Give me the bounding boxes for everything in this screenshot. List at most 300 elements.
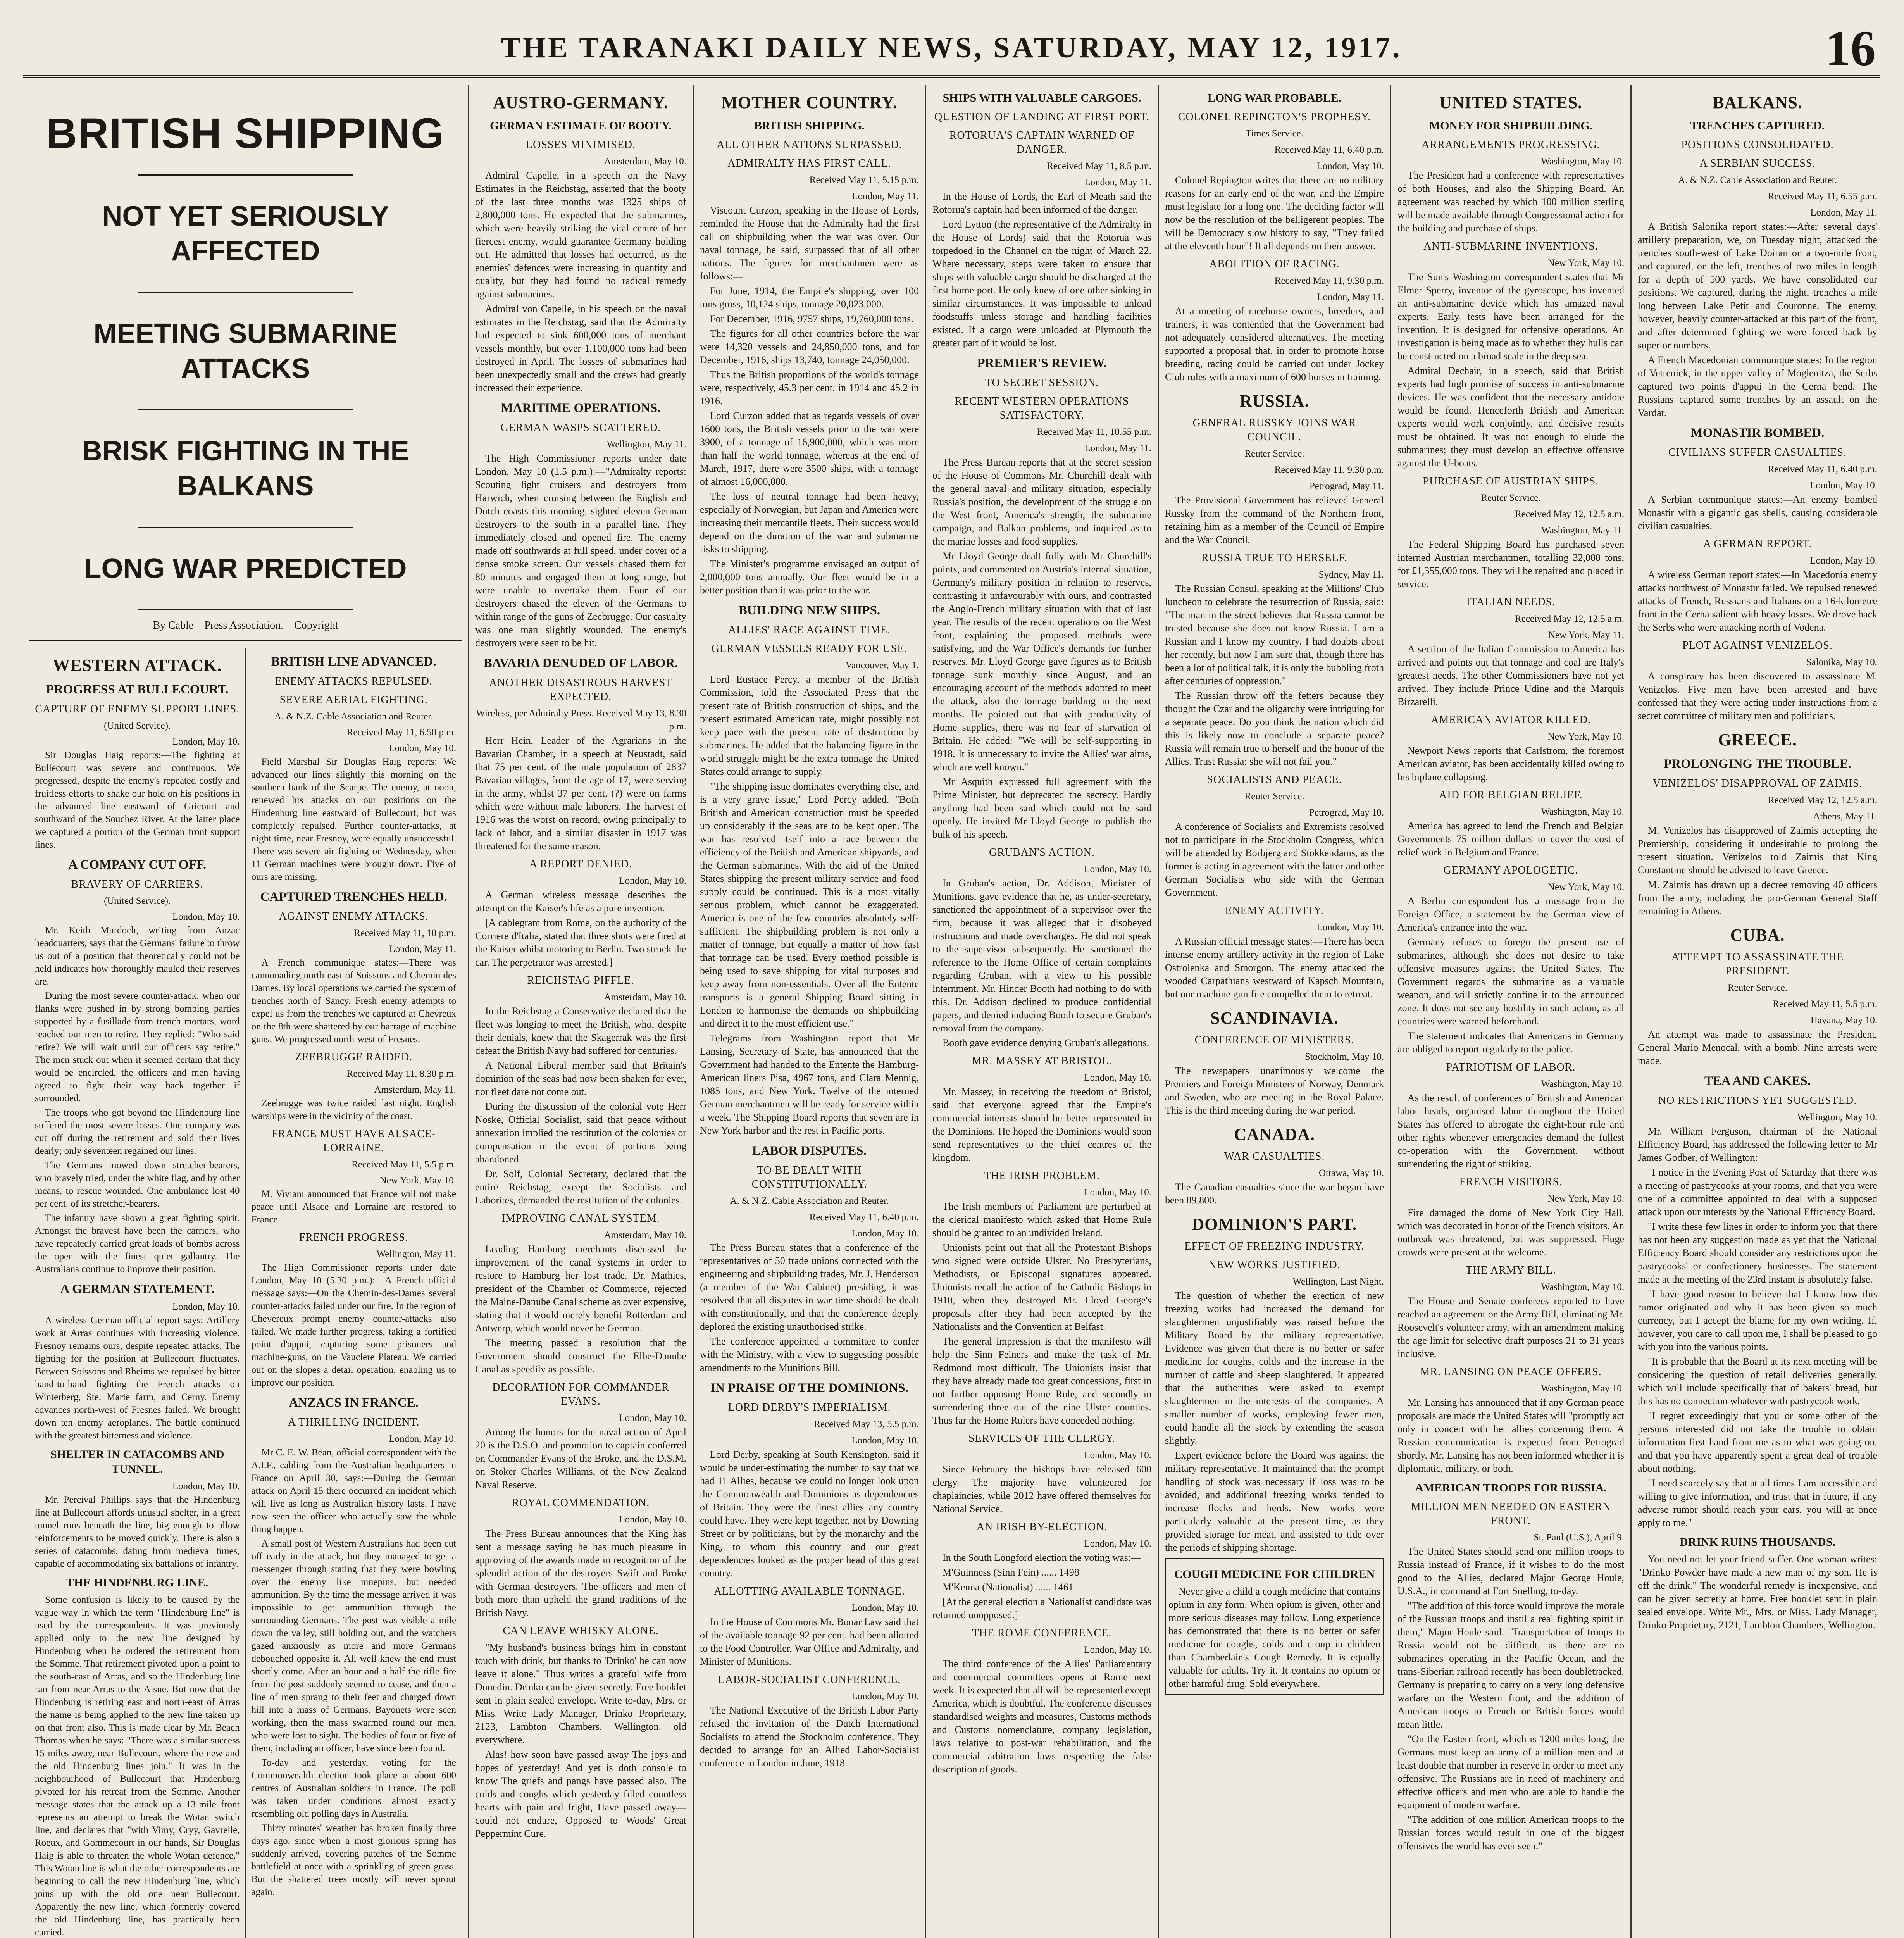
subheadline: PROLONGING THE TROUBLE. bbox=[1664, 757, 1851, 771]
paragraph: The Irish members of Parliament are perturbed at the clerical manifesto which asked that Home Rule should be granted to an undivided Ireland. bbox=[932, 1201, 1151, 1238]
dateline: Washington, May 10. bbox=[1541, 1383, 1624, 1394]
subheadline: ATTEMPT TO ASSASSINATE THE PRESIDENT. bbox=[1671, 951, 1844, 977]
paragraph: A section of the Italian Commission to America has arrived and points out that tonnage and coal are Italy's greatest needs. The other Commissioners have not yet arrived. They include Prince Udine and the Marquis Birzarelli. bbox=[1397, 643, 1624, 707]
dateline: London, May 10. bbox=[619, 1413, 686, 1423]
headline: SCANDINAVIA. bbox=[1210, 1009, 1339, 1028]
dateline: Wellington, May 11. bbox=[376, 1249, 456, 1259]
dateline: Sydney, May 11. bbox=[1318, 569, 1384, 580]
paragraph: In the House of Commons Mr. Bonar Law said that of the available tonnage 92 per cent. had been allotted to the Food Controller, War Office and Admiralty, and Minister of Munitions. bbox=[700, 1616, 919, 1667]
subheadline: NO RESTRICTIONS YET SUGGESTED. bbox=[1658, 1095, 1857, 1107]
headline: UNITED STATES. bbox=[1439, 93, 1583, 112]
divider bbox=[138, 409, 354, 410]
source-line: Reuter Service. bbox=[1727, 983, 1788, 993]
banner-meeting-submarine: MEETING SUBMARINE ATTACKS bbox=[93, 318, 398, 384]
dateline: Washington, May 10. bbox=[1541, 156, 1624, 167]
dateline: London, May 11. bbox=[1810, 207, 1877, 218]
subheadline: FRENCH PROGRESS. bbox=[299, 1231, 408, 1243]
subheadline: THE HINDENBURG LINE. bbox=[66, 1576, 208, 1589]
subheadline: ALLIES' RACE AGAINST TIME. bbox=[728, 624, 891, 636]
dateline: Wellington, May 11. bbox=[607, 439, 686, 450]
dateline: Ottawa, May 10. bbox=[1318, 1168, 1384, 1178]
dateline: London, May 10. bbox=[1316, 922, 1384, 933]
subheadline: AGAINST ENEMY ATTACKS. bbox=[279, 910, 429, 922]
paragraph: Among the honors for the naval action of April 20 is the D.S.O. and promotion to captain conferred on Commander Evans of the Broke, and the D.S.M. on Stoker Charles Williams, of the New Zealand Naval Reserve. bbox=[475, 1426, 686, 1490]
paragraph: In Gruban's action, Dr. Addison, Minister of Munitions, gave evidence that he, as under-secretary, sanctioned the appointment of a supervisor over the firm, because it was alleged that it disobeyed instructions and made overcharges. He did not speak to the supervisor subsequently. He sanctioned the reference to the Home Office of certain complaints regarding Gruban, with a view to his possible internment. Mr. Hinder Booth had nothing to do with this. Dr. Addison declined to produce confidential papers, and denied inducing Booth to secure Gruban's removal from the company. bbox=[932, 878, 1151, 1034]
subheadline: FRANCE MUST HAVE ALSACE-LORRAINE. bbox=[271, 1128, 436, 1154]
dateline: Amsterdam, May 11. bbox=[374, 1085, 456, 1095]
paragraph: A conspiracy has been discovered to assassinate M. Venizelos. Five men have been arrested and have confessed that they were acting under instructions from a secret committee of military men and politicians. bbox=[1638, 671, 1877, 721]
election-result: M'Kenna (Nationalist) ...... 1461 bbox=[943, 1581, 1073, 1593]
dateline: Salonika, May 10. bbox=[1806, 657, 1877, 667]
subheadline: DRINK RUINS THOUSANDS. bbox=[1679, 1536, 1836, 1548]
source-line: Reuter Service. bbox=[1244, 791, 1304, 802]
paragraph: The Minister's programme envisaged an output of 2,000,000 tons annually. Our fleet would be in a better position than it was prior to the war. bbox=[700, 558, 919, 596]
dateline: London, May 11. bbox=[1317, 292, 1384, 302]
dateline: Athens, May 11. bbox=[1813, 811, 1877, 822]
subheadline: POSITIONS CONSOLIDATED. bbox=[1681, 139, 1834, 151]
subheadline: COLONEL REPINGTON'S PROPHESY. bbox=[1178, 111, 1371, 123]
advertisement-box bbox=[1165, 1558, 1384, 1695]
dateline: Received May 11, 8.30 p.m. bbox=[346, 1069, 456, 1079]
subheadline: ANTI-SUBMARINE INVENTIONS. bbox=[1423, 240, 1598, 252]
dateline: London, May 10. bbox=[1084, 1645, 1151, 1655]
paragraph: For June, 1914, the Empire's shipping, over 100 tons gross, 10,124 ships, tonnage 20,023,000. bbox=[700, 285, 919, 310]
subheadline: LABOR DISPUTES. bbox=[752, 1144, 867, 1158]
dateline: Havana, May 10. bbox=[1810, 1015, 1877, 1026]
dateline: St. Paul (U.S.), April 9. bbox=[1533, 1532, 1624, 1543]
headline: GREECE. bbox=[1718, 730, 1797, 749]
paragraph: Mr C. E. W. Bean, official correspondent with the A.I.F., cabling from the Australian headquarters in France on April 30, says:—During the German attack on April 15 there occurred an incident which will live as long as Australian history lasts. I have now seen the officer who actually saw the whole thing happen. bbox=[251, 1447, 456, 1535]
subheadline: CIVILIANS SUFFER CASUALTIES. bbox=[1668, 447, 1847, 459]
dateline: London, May 10. bbox=[851, 1228, 919, 1239]
source-line: (United Service). bbox=[104, 896, 171, 906]
subheadline: VENIZELOS' DISAPPROVAL OF ZAIMIS. bbox=[1652, 778, 1863, 790]
dateline: New York, May 10. bbox=[1547, 258, 1624, 268]
headline: LONG WAR PROBABLE. bbox=[1207, 91, 1342, 104]
paragraph: In the South Longford election the voting was:— bbox=[943, 1552, 1141, 1563]
advertisement: Alas! how soon have passed away The joys and hopes of yesterday! And yet is doth console to know The griefs and pangs have passed also. The colds and coughs which yesterday filled countless hearts with pain and fright, Have passed away—could not endure, Opposed to Woods' Great Peppermint Cure. bbox=[475, 1749, 686, 1839]
paragraph: Mr. William Ferguson, chairman of the National Efficiency Board, has addressed the following letter to Mr James Godber, of Wellington: bbox=[1638, 1126, 1877, 1163]
column-1-left bbox=[29, 648, 246, 1938]
subheadline: AMERICAN AVIATOR KILLED. bbox=[1431, 714, 1591, 726]
dateline: Received May 11, 10.55 p.m. bbox=[1037, 427, 1151, 437]
subheadline: FRENCH VISITORS. bbox=[1459, 1176, 1563, 1188]
dateline: London, May 10. bbox=[389, 743, 456, 753]
paragraph: The third conference of the Allies' Parliamentary and commercial committees opens at Rome next week. It is expected that all will be represented except America, which is doubtful. The conference discusses standardised weights and measures, Customs methods and Customs nomenclature, company legislation, laws relative to post-war rehabilitation, and the commercial arbitration laws respecting the false description of goods. bbox=[932, 1658, 1151, 1775]
dateline: Received May 11, 6.40 p.m. bbox=[1768, 464, 1877, 474]
dateline: Received May 11, 6.50 p.m. bbox=[346, 727, 456, 738]
divider bbox=[138, 609, 354, 610]
paragraph: The infantry have shown a great fighting spirit. Amongst the bravest have been the carriers, who have repeatedly carried great loads of bombs across the open with the finest quiet gallantry. The Australians continue to improve their position. bbox=[35, 1213, 240, 1274]
byline: By Cable—Press Association.—Copyright bbox=[153, 619, 338, 631]
subheadline: THE ARMY BILL. bbox=[1465, 1264, 1556, 1276]
dateline: Received May 11, 10 p.m. bbox=[354, 928, 456, 938]
banner-british-shipping: BRITISH SHIPPING bbox=[46, 110, 445, 157]
paragraph: Expert evidence before the Board was against the military representative. It maintained that the prompt handling of stock was necessary if loss was to be avoided, and additional freezing works tended to increase flocks and herds. New works were particularly valuable at the present time, as they provided storage for meat, and assisted to tide over the periods of shipping shortage. bbox=[1165, 1450, 1384, 1553]
paragraph: Telegrams from Washington report that Mr Lansing, Secretary of State, has announced that the Government had handed to the Entente the Hamburg-American liners Pisa, 4967 tons, and Clara Mennig, 1085 tons, and New York. Twelve of the interned German merchantmen will be ready for service within a week. The Shipping Board reports that seven are in New York harbor and the rest in Pacific ports. bbox=[700, 1033, 919, 1136]
subheadline: A GERMAN STATEMENT. bbox=[60, 1282, 214, 1296]
subheadline: PURCHASE OF AUSTRIAN SHIPS. bbox=[1423, 475, 1599, 487]
subheadline: AMERICAN TROOPS FOR RUSSIA. bbox=[1415, 1481, 1607, 1494]
subheadline: CONFERENCE OF MINISTERS. bbox=[1194, 1034, 1354, 1046]
headline: BALKANS. bbox=[1713, 93, 1802, 112]
subheadline: PROGRESS AT BULLECOURT. bbox=[46, 683, 229, 697]
paragraph: Admiral von Capelle, in his speech on the naval estimates in the Reichstag, said that the Admiralty had expected to sink 600,000 tons of merchant vessels monthly, but over 1,100,000 tons had been destroyed in April. The losses of submarines had been unexpectedly small and the crews had greatly increased their experience. bbox=[475, 303, 686, 393]
paragraph: M. Venizelos has disapproved of Zaimis accepting the Premiership, considering it undesirable to prolong the present situation. Venizelos told Zaimis that King Constantine should be advised to leave Greece. bbox=[1638, 825, 1877, 876]
subheadline: TO BE DEALT WITH CONSTITUTIONALLY. bbox=[751, 1164, 867, 1190]
paragraph: Sir Douglas Haig reports:—The fighting at Bullecourt was severe and continuous. We progressed, despite the enemy's repeated costly and fruitless efforts to shake our hold on his positions in the advanced line eastward of Gricourt and southward of the Souchez River. At the latter place we captured a portion of the German front support lines. bbox=[35, 750, 240, 850]
paragraph: A conference of Socialists and Extremists resolved not to participate in the Stockholm Congress, which will be attended by Borbjerg and Stokkendams, as the former is acting in agreement with the latter and other German Socialists who side with the German Government. bbox=[1165, 821, 1384, 898]
paragraph: Dr. Solf, Colonial Secretary, declared that the entire Reichstag, except the Socialists and Laborites, demanded the restitution of the colonies. bbox=[475, 1168, 686, 1206]
column-2 bbox=[469, 85, 694, 1938]
paragraph: Lord Derby, speaking at South Kensington, said it would be under-estimating the number to say that we had 11 Allies, because we could no longer look upon the Commonwealth and Dominions as dependencies of Britain. They were the finest allies any country could have. They were kept together, not by Downing Street or by politicians, but by the monarchy and the King, to whom this country and our great dependencies looked as the proper head of this great country. bbox=[700, 1449, 919, 1579]
subheadline: NEW WORKS JUSTIFIED. bbox=[1208, 1259, 1341, 1271]
subheadline: MONEY FOR SHIPBUILDING. bbox=[1429, 119, 1593, 132]
column-1-right bbox=[246, 648, 462, 1938]
dateline: London, May 10. bbox=[1810, 555, 1877, 566]
paragraph: Admiral Dechair, in a speech, said that British experts had high promise of success in anti-submarine devices. He was confident that the necessary antidote would be found. Henceforth British and American experts would work conjointly, and decisive results must be obtained. It was not enough to elude the submarines; they must develop an effective offensive against the U-boats. bbox=[1397, 365, 1624, 469]
subheadline: GERMAN WASPS SCATTERED. bbox=[500, 422, 661, 434]
paragraph: To-day and yesterday, voting for the Commonwealth election took place at about 600 centres of Australian soldiers in France. The poll was taken under conditions almost exactly resembling old polling days in Australia. bbox=[251, 1757, 456, 1819]
subheadline: ZEEBRUGGE RAIDED. bbox=[295, 1051, 413, 1063]
dateline: Amsterdam, May 10. bbox=[604, 992, 686, 1002]
dateline: London, May 11. bbox=[852, 191, 919, 202]
subheadline: ABOLITION OF RACING. bbox=[1209, 258, 1340, 270]
subheadline: BUILDING NEW SHIPS. bbox=[738, 603, 880, 617]
paragraph: Herr Hein, Leader of the Agrarians in the Bavarian Chamber, in a speech at Neustadt, said that 75 per cent. of the male population of 2837 Bavarian villages, from the age of 17, were serving in the army, whilst 37 per cent. (?) were on farms which were without male laborers. The harvest of 1916 was the worst on record, owing principally to lack of labor, and a similar disaster in 1917 was threatened for the same reason. bbox=[475, 735, 686, 852]
paragraph: America has agreed to lend the French and Belgian Governments 75 million dollars to cover the cost of relief work in Belgium and France. bbox=[1397, 820, 1624, 858]
dateline: Wellington, Last Night. bbox=[1292, 1276, 1384, 1287]
paragraph: [At the general election a Nationalist candidate was returned unopposed.] bbox=[932, 1596, 1151, 1621]
paragraph: "I regret exceedingly that you or some other of the persons interested did not take the trouble to obtain information first hand from me as to what was going on, and that you have apparently spent a great deal of trouble about nothing. bbox=[1638, 1410, 1877, 1474]
paragraph: The general impression is that the manifesto will help the Sinn Feiners and make the task of Mr. Redmond most difficult. The Unionists insist that they have already made too great concessions, first in not further opposing Home Rule, and secondly in surrendering three out of the nine Ulster counties. Thus far the Home Rulers have conceded nothing. bbox=[932, 1336, 1151, 1426]
dateline: Washington, May 10. bbox=[1541, 1079, 1624, 1089]
paragraph: Mr Asquith expressed full agreement with the Prime Minister, but deprecated the secrecy. Hardly anything had been said which could not be said openly. He invited Mr Lloyd George to publish the bulk of his speech. bbox=[932, 776, 1151, 840]
paragraph: A Serbian communique states:—An enemy bombed Monastir with a gigantic gas shells, causing considerable civilian casualties. bbox=[1638, 494, 1877, 531]
subheadline: ITALIAN NEEDS. bbox=[1466, 596, 1556, 608]
paragraph: The statement indicates that Americans in Germany are obliged to report regularly to the police. bbox=[1397, 1030, 1624, 1055]
subheadline: MARITIME OPERATIONS. bbox=[501, 401, 661, 415]
dateline: London, May 10. bbox=[1084, 1450, 1151, 1460]
paragraph: "On the Eastern front, which is 1200 miles long, the Germans must keep an army of a million men and at least double that number in reserve in order to meet any offensive. The Russians are in need of machinery and effective officers and men who are able to handle the equipment of modern warfare. bbox=[1397, 1733, 1624, 1810]
column-7 bbox=[1632, 85, 1883, 1938]
paragraph: Mr. Massey, in receiving the freedom of Bristol, said that everyone agreed that the Empire's commercial interests should be better represented in the Dominions. He hoped the Dominions would soon send representatives to the chief centres of the kingdom. bbox=[932, 1086, 1151, 1163]
divider bbox=[138, 527, 354, 528]
dateline: Received May 11, 6.55 p.m. bbox=[1768, 191, 1877, 202]
dateline: London, May 10. bbox=[172, 1481, 240, 1491]
paragraph: Field Marshal Sir Douglas Haig reports: We advanced our lines slightly this morning on the southern bank of the Scarpe. The enemy, at noon, renewed his attacks on our positions on the Hindenburg line eastward of Bullecourt, but was completely repulsed. Further counter-attacks, at night time, near Fresnoy, were equally unsuccessful. There was severe air fighting on Wednesday, when 11 German machines were brought down. Five of ours are missing. bbox=[251, 757, 456, 882]
paragraph: A French communique states:—There was cannonading north-east of Soissons and Chemin des Dames. By local operations we carried the system of trenches north of Sancy. Fresh enemy attempts to expel us from the trenches we captured at Chevreux on the 8th were shattered by our barrage of machine guns. We progressed north-west of Fresnes. bbox=[251, 957, 456, 1045]
paragraph: The Press Bureau reports that at the secret session of the House of Commons Mr. Churchill dealt with the general naval and military situation, especially Russia's position, the development of the struggle on the West front, America's strength, the submarine campaign, and Balkan problems, and inquired as to the marine losses and food supplies. bbox=[932, 457, 1151, 547]
paragraph: As the result of conferences of British and American labor heads, organised labor throughout the United States has offered to abrogate the eight-hour rule and other rights whenever emergencies demand the fullest co-operation with the Government, without surrendering the right of striking. bbox=[1397, 1092, 1624, 1169]
subheadline: SOCIALISTS AND PEACE. bbox=[1207, 774, 1342, 786]
subheadline: A COMPANY CUT OFF. bbox=[68, 858, 207, 872]
paragraph: The Sun's Washington correspondent states that Mr Elmer Sperry, inventor of the gyroscope, has invented an anti-submarine device which has amazed naval experts. Early tests have been arranged for the invention. It is designed for offensive operations. An investigation is being made as to whether they hulls can be constructed on a broad scale in the deep sea. bbox=[1397, 271, 1624, 362]
masthead bbox=[23, 16, 1880, 78]
dateline: London, May 10. bbox=[1084, 1538, 1151, 1549]
dateline: London, May 11. bbox=[1084, 443, 1151, 453]
subheadline: ROYAL COMMENDATION. bbox=[512, 1497, 650, 1509]
paragraph: A Russian official message states:—There has been intense enemy artillery activity in the region of Lake Ostrolenka and Smorgon. The enemy attacked the wooded Carpathians westward of Kapsch Mountain, but our machine gun fire compelled them to retreat. bbox=[1165, 936, 1384, 1000]
subheadline: THE ROME CONFERENCE. bbox=[972, 1627, 1112, 1639]
dateline: New York, May 10. bbox=[1547, 731, 1624, 742]
subheadline: TEA AND CAKES. bbox=[1704, 1074, 1811, 1088]
paragraph: During the most severe counter-attack, when our flanks were pushed in by strong bombing parties supported by a fusillade from trench mortars, word reached our men to retire. They replied: "Who said retire? We will wait until our officers say retire." The men stuck out when it seemed certain that they would be encircled, the officers and men having agreed to fight their way back together if surrounded. bbox=[35, 991, 240, 1103]
paragraph: Fire damaged the dome of New York City Hall, which was decorated in honor of the French visitors. An outbreak was threatened, but was suppressed. Huge crowds were present at the welcome. bbox=[1397, 1207, 1624, 1258]
subheadline: PATRIOTISM OF LABOR. bbox=[1446, 1061, 1576, 1073]
dateline: London, May 10. bbox=[389, 1434, 456, 1444]
dateline: New York, May 10. bbox=[1547, 1193, 1624, 1204]
dateline: Wireless, per Admiralty Press. Received May 13, 8.30 p.m. bbox=[476, 708, 686, 732]
subheadline: PLOT AGAINST VENIZELOS. bbox=[1682, 640, 1833, 652]
paragraph: The conference appointed a committee to confer with the Ministry, with a view to suggesting possible amendments to the Munitions Bill. bbox=[700, 1336, 919, 1373]
subheadline: ALL OTHER NATIONS SURPASSED. bbox=[717, 139, 902, 151]
subheadline: GENERAL RUSSKY JOINS WAR COUNCIL. bbox=[1192, 417, 1356, 443]
subheadline: IMPROVING CANAL SYSTEM. bbox=[501, 1212, 660, 1224]
dateline: London, May 10. bbox=[619, 1514, 686, 1525]
paragraph: "It is probable that the Board at its next meeting will be considering the question of retail deliveries generally, which will include specifically that of bakers' bread, but this has no connection whatever with pastrycook work. bbox=[1638, 1356, 1877, 1407]
dateline: London, May 10. bbox=[851, 1603, 919, 1613]
subheadline: A SERBIAN SUCCESS. bbox=[1699, 157, 1816, 169]
divider bbox=[138, 174, 354, 176]
paragraph: A wireless German official report says: Artillery work at Arras continues with increasing violence. Fresnoy remains ours, despite repeated attacks. The fighting for the position at Bullecourt fluctuates. Between Soissons and Rheims we repulsed by bitter hand-to-hand fighting the French attacks on Winterberg, Ste. Marie farm, and Cerny. Enemy advances north-west of Fresnes failed. We brought down ten enemy aeroplanes. The battle continued with the greatest bitterness and violence. bbox=[35, 1315, 240, 1441]
dateline: New York, May 10. bbox=[1547, 882, 1624, 892]
dateline: London, May 10. bbox=[1810, 480, 1877, 491]
paragraph: "The shipping issue dominates everything else, and is a very grave issue," Lord Percy added. "Both British and American construction must be speeded up considerably if the seas are to be kept open. The war has resolved itself into a race between the efficiency of the British and American shipyards, and the German submarines. With the aid of the United States shipping the present military service and food supply could be continued. This is a most vitally serious problem, which cannot be exaggerated. America is one of the few countries absolutely self-sufficient. The shipbuilding problem is not only a matter of tonnage, but equally a matter of how fast that tonnage can be used. Every method possible is being used to save shipping for vital purposes and keep away from non-essentials. Over all the Entente transports is a general Shipping Board sitting in London to harmonise the demands on shipbuilding and direct it to the most efficient use." bbox=[700, 781, 919, 1029]
dateline: Received May 11, 6.40 p.m. bbox=[1274, 145, 1384, 155]
paragraph: The Russian throw off the fetters because they thought the Czar and the oligarchy were intriguing for a separate peace. Do you think the nation which did this is likely now to conclude a separate peace? Russia will remain true to herself and the honor of the Allies. Trust Russia; she will not fail you." bbox=[1165, 690, 1384, 767]
advertisement: "My husband's business brings him in constant touch with drink, but thanks to 'Drinko' he can now leave it alone." Thus writes a grateful wife from Dunedin. Drinko can be given secretly. Free booklet sent in plain sealed envelope. Write to-day, Mrs. or Miss. Write Lady Manager, Drinko Proprietary, 2123, Lambton Chambers, Wellington. old everywhere. bbox=[475, 1642, 686, 1745]
dateline: Vancouver, May 1. bbox=[845, 660, 919, 671]
dateline: London, May 10. bbox=[172, 736, 240, 747]
dateline: Amsterdam, May 10. bbox=[604, 1230, 686, 1240]
dateline: London, May 10. bbox=[851, 1691, 919, 1702]
dateline: Received May 12, 12.5 a.m. bbox=[1768, 795, 1877, 805]
subheadline: BRITISH SHIPPING. bbox=[754, 119, 865, 132]
subheadline: A GERMAN REPORT. bbox=[1703, 538, 1812, 550]
subheadline: MR. MASSEY AT BRISTOL. bbox=[972, 1055, 1112, 1067]
paragraph: Mr Lloyd George dealt fully with Mr Churchill's points, and commented on Austria's internal situation, Germany's military position in relation to reserves, contrasting it unfavourably with ours, and contrasted the Anglo-French military situation with that of last year. The results of the recent operations on the West front, explaining the proposed methods were satisfying, and the War Office's demands for further reserves. Mr. Lloyd George gave figures as to British tonnage sunk monthly since August, and an encouraging account of the methods adopted to meet the attack, also the tonnage building in the next months. He pointed out that with productivity of Home supplies, there was no fear of starvation of Britain. He added: "We will be self-supporting in 1918. It is unnecessary to invite the Allies' war aims, which are well known." bbox=[932, 550, 1151, 772]
paragraph: Lord Curzon added that as regards vessels of over 1600 tons, the British vessels prior to the war were 3900, of a tonnage of 16,900,000, which was more than half the world tonnage, whereas at the end of March, 1917, there were 3500 ships, with a tonnage of almost 16,000,000. bbox=[700, 410, 919, 487]
dateline: Washington, May 10. bbox=[1541, 807, 1624, 817]
paragraph: A French Macedonian communique states: In the region of Vetrenick, in the upper valley of Moglenitza, the Serbs captured two points d'appui in the Cerna bend. The Russians captured some trenches by an assault on the Vardar. bbox=[1638, 354, 1877, 418]
paragraph: A small post of Western Australians had been cut off early in the attack, but they managed to get a messenger through stating that they were bowling over the enemy like ninepins, but needed ammunition. By the time the message arrived it was impossible to get ammunition through the surrounding Germans. The post was visible a mile down the valley, still holding out, and the watchers gazed anxiously as more and more Germans debouched opposite it. All well knew the end must shortly come. After an hour and a-half the rifle fire from the post suddenly seemed to cease, and then a line of men sprang to their feet and charged down hill into a mass of Germans. Bayonets were seen working, then the mass swarmed round our men, who were lost to sight. The bodies of four or five of them, including an officer, have since been found. bbox=[251, 1538, 456, 1754]
paragraph: For December, 1916, 9757 ships, 19,760,000 tons. bbox=[710, 313, 913, 324]
paragraph: "The addition of this force would improve the morale of the Russian troops and instil a real fighting spirit in them," Major Houle said. "Transportation of troops to Russia would not be difficult, as there are no submarines operating in the Pacific Ocean, and the trans-Siberian railroad recently has been doubletracked. Germany is preparing to carry on a very long defensive warfare on the Western front, and the addition of American troops to French or British forces would mean little. bbox=[1397, 1600, 1624, 1730]
subheadline: LOSSES MINIMISED. bbox=[526, 139, 636, 151]
source-line: A. & N.Z. Cable Association and Reuter. bbox=[1678, 175, 1837, 185]
subheadline: LORD DERBY'S IMPERIALISM. bbox=[728, 1402, 891, 1414]
dateline: New York, May 10. bbox=[379, 1175, 456, 1186]
subheadline: CAN LEAVE WHISKY ALONE. bbox=[503, 1625, 659, 1637]
column-3 bbox=[694, 85, 926, 1938]
dateline: Received May 11, 8.5 p.m. bbox=[1047, 161, 1151, 171]
paragraph: The Provisional Government has relieved General Russky from the command of the Northern front, retaining him as a member of the Council of Empire and the War Council. bbox=[1165, 495, 1384, 545]
paragraph: Since February the bishops have released 600 clergy. The majority have volunteered for chaplaincies, while 2012 have offered themselves for National Service. bbox=[932, 1464, 1151, 1514]
dateline: Received May 13, 5.5 p.m. bbox=[814, 1419, 919, 1429]
paragraph: The Russian Consul, speaking at the Millions' Club luncheon to celebrate the resurrection of Russia, said: "The man in the street believes that Russia cannot be trusted because she does not know Russia. I am a Russian and I know my country. I had doubts about her recently, but now I am sure that, though there has been a lot of political talk, it is only the bubbling froth after centuries of oppression." bbox=[1165, 583, 1384, 686]
dateline: London, May 11. bbox=[1084, 177, 1151, 188]
headline: SHIPS WITH VALUABLE CARGOES. bbox=[943, 91, 1141, 104]
paragraph: Mr. Percival Phillips says that the Hindenburg line at Bullecourt affords unusual shelter, in a great tunnel runs beneath the line, big enough to allow reinforcements to be moved quickly. There is also a series of catacombs, dating from medieval times, capable of accommodating six battalions of infantry. bbox=[35, 1495, 240, 1569]
subheadline: BRAVERY OF CARRIERS. bbox=[71, 878, 203, 890]
paragraph: The Press Bureau announces that the King has sent a message saying he has much pleasure in approving of the awards made in recognition of the splendid action of the destroyers Swift and Broke with German destroyers. The officers and men of both more than upheld the grand traditions of the British Navy. bbox=[475, 1528, 686, 1618]
dateline: London, May 10. bbox=[172, 912, 240, 922]
subheadline: LABOR-SOCIALIST CONFERENCE. bbox=[718, 1674, 901, 1686]
paragraph: The High Commissioner reports under date London, May 10 (5.30 p.m.):—A French official message says:—On the Chemin-des-Dames several counter-attacks failed under our fire. In the region of Chevereux prompt enemy counter-attacks also failed. We made further progress, taking a fortified point d'appui, capturing some prisoners and machine-guns, on the Vauclere Plateau. We carried out on the slopes a detail operation, enabling us to improve our position. bbox=[251, 1262, 456, 1388]
subheadline: BRITISH LINE ADVANCED. bbox=[271, 655, 436, 669]
paragraph: Mr. Lansing has announced that if any German peace proposals are made the United States will "promptly act only in concert with her allies concerning them. A Russian communication is expected from Petrograd shortly. Mr. Lansing has not been informed whether it is diplomatic, military, or both. bbox=[1397, 1397, 1624, 1474]
banner-not-yet-affected: NOT YET SERIOUSLY AFFECTED bbox=[102, 201, 389, 267]
dateline: Received May 11, 5.5 p.m. bbox=[352, 1159, 456, 1170]
paragraph: "I notice in the Evening Post of Saturday that there was a meeting of pastrycooks at your rooms, and that you were one of a committee appointed to deal with a supposed attack upon our interests by the National Efficiency Board. bbox=[1638, 1167, 1877, 1217]
subheadline: CAPTURED TRENCHES HELD. bbox=[260, 890, 448, 904]
paragraph: The High Commissioner reports under date London, May 10 (1.5 p.m.):—"Admiralty reports: Scouting light cruisers and destroyers from Harwich, when cruising between the English and Dutch coasts this morning, sighted eleven German destroyers to the south in a parallel line. They immediately closed and opened fire. The enemy made off southwards at full speed, under cover of a dense smoke screen. Our vessels chased them for 80 minutes and engaged them at long range, but were unable to overtake them. Four of our destroyers chased the eleven of the Germans to within range of the guns of Zeebrugge. Our casualty was one man slightly wounded. The enemy's destroyers were seen to be hit. bbox=[475, 453, 686, 648]
subheadline: A THRILLING INCIDENT. bbox=[288, 1416, 420, 1428]
headline: RUSSIA. bbox=[1239, 391, 1310, 410]
headline: AUSTRO-GERMANY. bbox=[493, 93, 669, 112]
source-line: (United Service). bbox=[104, 721, 171, 731]
paragraph: A Berlin correspondent has a message from the Foreign Office, a statement by the German view of America's entrance into the war. bbox=[1397, 895, 1624, 933]
subheadline: SEVERE AERIAL FIGHTING. bbox=[279, 694, 428, 706]
paragraph: Germany refuses to forego the present use of submarines, although she does not desire to take offensive measures against the United States. The Government regards the submarine as a valuable weapon, and will strictly confine it to the announced zone. It does not see any hostility in such action, as all countries were warned beforehand. bbox=[1397, 936, 1624, 1027]
dateline: Washington, May 10. bbox=[1541, 1282, 1624, 1292]
paragraph: Thirty minutes' weather has broken finally three days ago, since when a most glorious spring has suddenly arrived, covering patches of the Somme battlefield at once with a sprinkling of green grass. But the shattered trees mostly will never sprout again. bbox=[251, 1823, 456, 1897]
banner-long-war: LONG WAR PREDICTED bbox=[84, 553, 407, 584]
dateline: London, May 10. bbox=[1084, 1072, 1151, 1083]
paragraph: "The addition of one million American troops to the Russian forces would result in one of the biggest offensives the world has ever seen." bbox=[1397, 1814, 1624, 1852]
paragraph: Mr. Keith Murdoch, writing from Anzac headquarters, says that the Germans' failure to throw us out of a position that theoretically could not be held indicates how thoroughly mauled their reserves are. bbox=[35, 925, 240, 987]
paragraph: "I have good reason to believe that I know how this rumor originated and why it has been given so much currency, but I accept the blame for my own writing. If, however, you care to call upon me, I shall be pleased to go with you into the various points. bbox=[1638, 1288, 1877, 1352]
subheadline: ALLOTTING AVAILABLE TONNAGE. bbox=[713, 1585, 905, 1597]
subheadline: SHELTER IN CATACOMBS AND TUNNEL. bbox=[50, 1448, 224, 1476]
source-line: A. & N.Z. Cable Association and Reuter. bbox=[274, 711, 433, 722]
column-1 bbox=[23, 85, 469, 1938]
subheadline: SERVICES OF THE CLERGY. bbox=[968, 1433, 1116, 1445]
dateline: Wellington, May 10. bbox=[1797, 1112, 1877, 1122]
dateline: London, May 10. bbox=[851, 1435, 919, 1446]
paragraph: An attempt was made to assassinate the President, General Mario Menocal, with a bomb. Nine arrests were made. bbox=[1638, 1029, 1877, 1066]
column-1-split bbox=[29, 648, 462, 1938]
subheadline: THE IRISH PROBLEM. bbox=[984, 1170, 1100, 1182]
subheadline: RECENT WESTERN OPERATIONS SATISFACTORY. bbox=[955, 395, 1129, 421]
subheadline: GERMAN ESTIMATE OF BOOTY. bbox=[490, 119, 672, 132]
divider bbox=[29, 640, 462, 641]
subheadline: EFFECT OF FREEZING INDUSTRY. bbox=[1184, 1240, 1365, 1252]
paragraph: The figures for all other countries before the war were 14,320 vessels and 24,850,000 tons, and for December, 1916, ships 13,740, tonnage 24,050,000. bbox=[700, 328, 919, 366]
headline: WESTERN ATTACK. bbox=[53, 656, 222, 675]
subheadline: TRENCHES CAPTURED. bbox=[1690, 119, 1825, 132]
dateline: Received May 11, 6.40 p.m. bbox=[809, 1212, 919, 1222]
subheadline: A REPORT DENIED. bbox=[529, 858, 632, 870]
paragraph: The meeting passed a resolution that the Government should construct the Elbe-Danube Canal as speedily as possible. bbox=[475, 1337, 686, 1375]
subheadline: AID FOR BELGIAN RELIEF. bbox=[1439, 789, 1583, 801]
subheadline: ARRANGEMENTS PROGRESSING. bbox=[1422, 139, 1600, 151]
headline: MOTHER COUNTRY. bbox=[721, 93, 898, 112]
headline: CUBA. bbox=[1730, 926, 1785, 945]
dateline: London, May 10. bbox=[172, 1302, 240, 1312]
column-6 bbox=[1391, 85, 1632, 1938]
dateline: London, May 11. bbox=[389, 944, 456, 954]
paragraph: Newport News reports that Carlstrom, the foremost American aviator, has been accidentally killed owing to his biplane collapsing. bbox=[1397, 745, 1624, 783]
subheadline: RUSSIA TRUE TO HERSELF. bbox=[1201, 552, 1348, 564]
subheadline: ENEMY ATTACKS REPULSED. bbox=[275, 675, 432, 687]
paragraph: The House and Senate conferees reported to have reached an agreement on the Army Bill, eliminating Mr. Roosevelt's volunteer army, with an amendment making the age limit for selective draft purposes 21 to 31 years inclusive. bbox=[1397, 1295, 1624, 1359]
column-5 bbox=[1159, 85, 1391, 1938]
paragraph: Zeebrugge was twice raided last night. English warships were in the vicinity of the coast. bbox=[251, 1098, 456, 1121]
paragraph: In the Reichstag a Conservative declared that the fleet was longing to meet the British, who, despite their denials, knew that the Skagerrak was the first defeat the British Navy had suffered for centuries. bbox=[475, 1005, 686, 1056]
headline: DOMINION'S PART. bbox=[1192, 1215, 1357, 1234]
dateline: Petrograd, May 10. bbox=[1309, 807, 1384, 818]
election-result: M'Guinness (Sinn Fein) ...... 1498 bbox=[943, 1567, 1079, 1578]
paragraph: Unionists point out that all the Protestant Bishops who signed were outside Ulster. No Presbyterians, Methodists, or Episcopal signatures appeared. Unionists recall the action of the Catholic Bishops in 1910, when they destroyed Mr. Lloyd George's proposals after they had been accepted by the Nationalists and the Convention at Belfast. bbox=[932, 1242, 1151, 1332]
dateline: Received May 12, 12.5 a.m. bbox=[1515, 614, 1624, 624]
headline: CANADA. bbox=[1234, 1125, 1315, 1144]
dateline: London, May 10. bbox=[1084, 864, 1151, 874]
dateline: New York, May 11. bbox=[1548, 630, 1624, 640]
paragraph: Lord Eustace Percy, a member of the British Commission, told the Associated Press that the present rate of British construction of ships, and the present estimated American rate, might possibly not keep pace with the present rate of destruction by submarines. He added that the balancing figure in the world struggle might be the extra tonnage the United States could arrange to supply. bbox=[700, 674, 919, 777]
dateline: Received May 12, 12.5 a.m. bbox=[1515, 509, 1624, 519]
subheadline: ANOTHER DISASTROUS HARVEST EXPECTED. bbox=[489, 677, 673, 703]
subheadline: BAVARIA DENUDED OF LABOR. bbox=[483, 656, 678, 670]
paragraph: The newspapers unanimously welcome the Premiers and Foreign Ministers of Norway, Denmark and Sweden, who are meeting in the Royal Palace. This is the third meeting during the war period. bbox=[1165, 1065, 1384, 1116]
paragraph: M. Viviani announced that France will not make peace until Alsace and Lorraine are restored to France. bbox=[251, 1189, 456, 1225]
subheadline: REICHSTAG PIFFLE. bbox=[527, 974, 634, 986]
dateline: Stockholm, May 10. bbox=[1304, 1052, 1384, 1062]
dateline: London, May 10. bbox=[1316, 161, 1384, 171]
banner-brisk-fighting: BRISK FIGHTING IN THE BALKANS bbox=[82, 436, 409, 502]
divider bbox=[138, 292, 354, 293]
paragraph: A National Liberal member said that Britain's dominion of the seas had now been shaken for ever, nor fleet dare not come out. bbox=[475, 1060, 686, 1097]
subheadline: CAPTURE OF ENEMY SUPPORT LINES. bbox=[35, 703, 240, 715]
subheadline: AN IRISH BY-ELECTION. bbox=[976, 1521, 1108, 1533]
subheadline: ANZACS IN FRANCE. bbox=[289, 1396, 419, 1410]
masthead-title: THE TARANAKI DAILY NEWS, SATURDAY, MAY 12, 1917. bbox=[501, 31, 1402, 64]
subheadline: TO SECRET SESSION. bbox=[985, 377, 1099, 389]
paragraph: Viscount Curzon, speaking in the House of Lords, reminded the House that the Admiralty had the first call on shipbuilding when the war was over. Our naval tonnage, he said, surpassed that of all other nations. The figures for merchantmen were as follows:— bbox=[700, 205, 919, 282]
paragraph: A German wireless message describes the attempt on the Kaiser's life as a pure invention. bbox=[475, 889, 686, 914]
column-4 bbox=[926, 85, 1159, 1938]
advertisement: Never give a child a cough medicine that contains opium in any form. When opium is given, other and more serious diseases may follow. Long experience has demonstrated that there is no better or safer medicine for coughs, colds and croup in children than Chamberlain's Cough Remedy. It is equally valuable for adults. Try it. It contains no opium or other harmful drug. Sold everywhere. bbox=[1168, 1586, 1380, 1689]
subheadline: ROTORUA'S CAPTAIN WARNED OF DANGER. bbox=[949, 129, 1135, 155]
paragraph: A British Salonika report states:—After several days' artillery preparation, we, on Tuesday night, attacked the trenches south-west of Lake Doiran on a two-mile front, and captured, on the left, trenches of two miles in length for a depth of 500 yards. We have consolidated our positions. We captured, during the night, trenches a mile long between Lake Petit and Couronne. The enemy, however, heavily counter-attacked at this part of the front, and after determined fighting we were forced back by superior numbers. bbox=[1638, 221, 1877, 351]
paragraph: The Federal Shipping Board has purchased seven interned Austrian merchantmen, totalling 32,000 tons, for £1,355,000 tons. They will be repaired and placed in service. bbox=[1397, 539, 1624, 590]
dateline: Petrograd, May 11. bbox=[1309, 481, 1384, 491]
source-line: Reuter Service. bbox=[1481, 493, 1541, 503]
paragraph: Lord Lytton (the representative of the Admiralty in the House of Lords) said that the Rotorua was torpedoed in the Channel on the night of March 22. Where necessary, steps were taken to ensure that ships with valuable cargo should be discharged at the first home port. He only knew of one other sinking in similar circumstances. It was impossible to unload foodstuffs unless storage and handling facilities existed. If a cargo were unloaded at Plymouth the greater part of it would be lost. bbox=[932, 219, 1151, 348]
dateline: Received May 11, 9.30 p.m. bbox=[1274, 276, 1384, 286]
subheadline: MR. LANSING ON PEACE OFFERS. bbox=[1420, 1366, 1602, 1378]
paragraph: Some confusion is likely to be caused by the vague way in which the term "Hindenburg line" is used by the correspondents. It was previously applied only to the new line designed by Hindenburg when he ordered the retirement from the Somme. That retirement pivoted upon a point to the south-east of Arras, and so the Hindenburg line ran from near Arras to the Aisne. But now that the Hindenburg is retiring east and north-east of Arras the name is being applied to the new line taken up on that front also. This is made clear by Mr. Beach Thomas when he says: "There was a similar success 15 miles away, near Bullecourt, where the new and the old Hindenburg lines join." It was in the neighbourhood of Bullecourt that Hindenburg pivoted for his retreat from the Somme. Another message states that the attack up a 13-mile front represents an attempt to break the Wotan switch line, and declares that "with Vimy, Cryy, Gavrelle, Roeux, and Gommecourt in our hands, Sir Douglas Haig is able to threaten the whole Wotan defence." This Wotan line is what the other correspondents are beginning to call the new Hindenburg line, which joins up with the old one near Bullecourt. Apparently the new line, which formerly covered the old Hindenburg line, has practically been carried. bbox=[35, 1595, 240, 1938]
source-line: Reuter Service. bbox=[1244, 448, 1304, 459]
subheadline: PREMIER'S REVIEW. bbox=[977, 356, 1107, 370]
paragraph: Admiral Capelle, in a speech on the Navy Estimates in the Reichstag, asserted that the booty of the last three months was 1325 ships of 2,800,000 tons. He expected that the submarines, which were heavily striking the vital centre of her fiercest enemy, would guarantee Germany holding out. He admitted that losses had occurred, as the enemies' defences were increasing in quantity and quality, but they had found no radical remedy against submarines. bbox=[475, 170, 686, 300]
subheadline: ENEMY ACTIVITY. bbox=[1225, 905, 1324, 917]
paragraph: Colonel Repington writes that there are no military reasons for an early end of the war, and the Empire must legislate for a long one. The deciding factor will now be the resolution of the belligerent peoples. The will be Democracy slow history to say, "They failed at the eleventh hour"! It all depends on their answer. bbox=[1165, 174, 1384, 252]
subheadline: GRUBAN'S ACTION. bbox=[989, 847, 1095, 859]
paragraph: Thus the British proportions of the world's tonnage were, respectively, 45.3 per cent. in 1914 and 45.2 in 1916. bbox=[700, 369, 919, 407]
paragraph: The Canadian casualties since the war began have been 89,800. bbox=[1165, 1181, 1384, 1206]
paragraph: "I write these few lines in order to inform you that there has not been any suggestion made as yet that the National Efficiency Board should consider any restrictions upon the pastrycooks' or confectionery businesses. The statement made at the meeting of the 23rd instant is absolutely false. bbox=[1638, 1221, 1877, 1285]
subheadline: DECORATION FOR COMMANDER EVANS. bbox=[492, 1381, 669, 1407]
paragraph: The Germans mowed down stretcher-bearers, who bravely tried, under the white flag, and by other means, to rescue wounded. One ambulance lost 40 per cent. of its stretcher-bearers. bbox=[35, 1160, 240, 1209]
subheadline: GERMAN VESSELS READY FOR USE. bbox=[711, 643, 908, 655]
source-line: Times Service. bbox=[1245, 128, 1304, 139]
subheadline: MONASTIR BOMBED. bbox=[1690, 426, 1825, 440]
paragraph: Leading Hamburg merchants discussed the improvement of the canal systems in order to restore to Hamburg her lost trade. Dr. Mathies, president of the Chamber of Commerce, rejected the Maine-Danube Canal scheme as over expensive, stating that it would merely benefit Rotterdam and Antwerp, which would never be German. bbox=[475, 1243, 686, 1334]
paragraph: The loss of neutral tonnage had been heavy, especially of Norwegian, but Japan and America were increasing their mercantile fleets. Their success would depend on the duration of the war and submarine risks to shipping. bbox=[700, 491, 919, 555]
paragraph: The Press Bureau states that a conference of the representatives of 50 trade unions connected with the engineering and shipbuilding trades, Mr. J. Henderson (a member of the War Cabinet) presiding, it was resolved that all disputes in war time should be dealt with constitutionally, and that the conference deeply deplored the existing unauthorised strike. bbox=[700, 1242, 919, 1332]
